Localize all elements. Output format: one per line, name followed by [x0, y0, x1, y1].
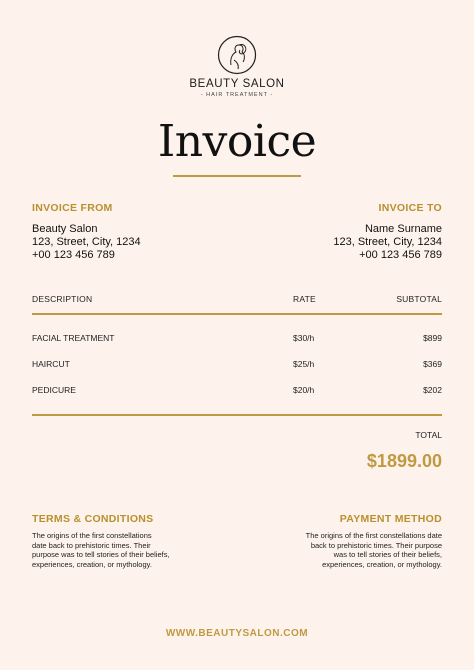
- column-header-rate: RATE: [293, 294, 316, 304]
- from-street: 123, Street, City, 1234: [32, 236, 141, 248]
- row-subtotal: $202: [423, 385, 442, 395]
- payment-line: was to tell stories of their beliefs,: [333, 550, 442, 559]
- table-row: [0, 333, 474, 347]
- column-header-description: DESCRIPTION: [32, 294, 93, 304]
- invoice-from-address: [32, 223, 141, 262]
- website-link[interactable]: WWW.BEAUTYSALON.COM: [165, 628, 309, 639]
- terms-label: TERMS & CONDITIONS: [32, 513, 154, 525]
- total-value: $1899.00: [366, 451, 442, 471]
- brand-name: BEAUTY SALON: [189, 78, 285, 90]
- invoice-from-label: INVOICE FROM: [32, 202, 113, 214]
- payment-method-text: [272, 531, 442, 569]
- to-street: 123, Street, City, 1234: [333, 236, 442, 248]
- terms-line: The origins of the first constellations: [32, 531, 152, 540]
- table-header-divider: [32, 313, 442, 315]
- title-divider: [173, 175, 301, 177]
- terms-line: purpose was to tell stories of their beliefs,: [32, 550, 170, 559]
- terms-text: [32, 531, 202, 569]
- invoice-to-address: [333, 223, 442, 262]
- payment-line: The origins of the first constellations date: [305, 531, 442, 540]
- brand-subtitle: - HAIR TREATMENT -: [200, 92, 274, 98]
- table-row: [0, 359, 474, 373]
- terms-line: experiences, creation, or mythology.: [32, 559, 152, 569]
- column-header-subtotal: SUBTOTAL: [396, 294, 442, 304]
- total-label: TOTAL: [415, 430, 442, 440]
- to-phone: +00 123 456 789: [359, 249, 442, 261]
- row-subtotal: $369: [423, 359, 442, 369]
- from-name: Beauty Salon: [32, 223, 98, 235]
- to-name: Name Surname: [364, 223, 442, 235]
- payment-method-label: PAYMENT METHOD: [339, 513, 442, 525]
- page-title: Invoice: [157, 116, 317, 167]
- from-phone: +00 123 456 789: [32, 249, 115, 261]
- row-subtotal: $899: [423, 333, 442, 343]
- payment-line: back to prehistoric times. Their purpose: [310, 540, 442, 550]
- row-rate: $25/h: [293, 359, 315, 369]
- woman-silhouette-icon: [217, 35, 257, 75]
- row-description: FACIAL TREATMENT: [32, 333, 115, 343]
- table-row: [0, 385, 474, 399]
- row-description: PEDICURE: [32, 385, 76, 395]
- invoice-to-label: INVOICE TO: [378, 202, 442, 214]
- row-rate: $20/h: [293, 385, 315, 395]
- terms-line: date back to prehistoric times. Their: [32, 540, 151, 550]
- row-description: HAIRCUT: [32, 359, 70, 369]
- table-footer-divider: [32, 414, 442, 416]
- payment-line: experiences, creation, or mythology.: [322, 559, 442, 569]
- row-rate: $30/h: [293, 333, 315, 343]
